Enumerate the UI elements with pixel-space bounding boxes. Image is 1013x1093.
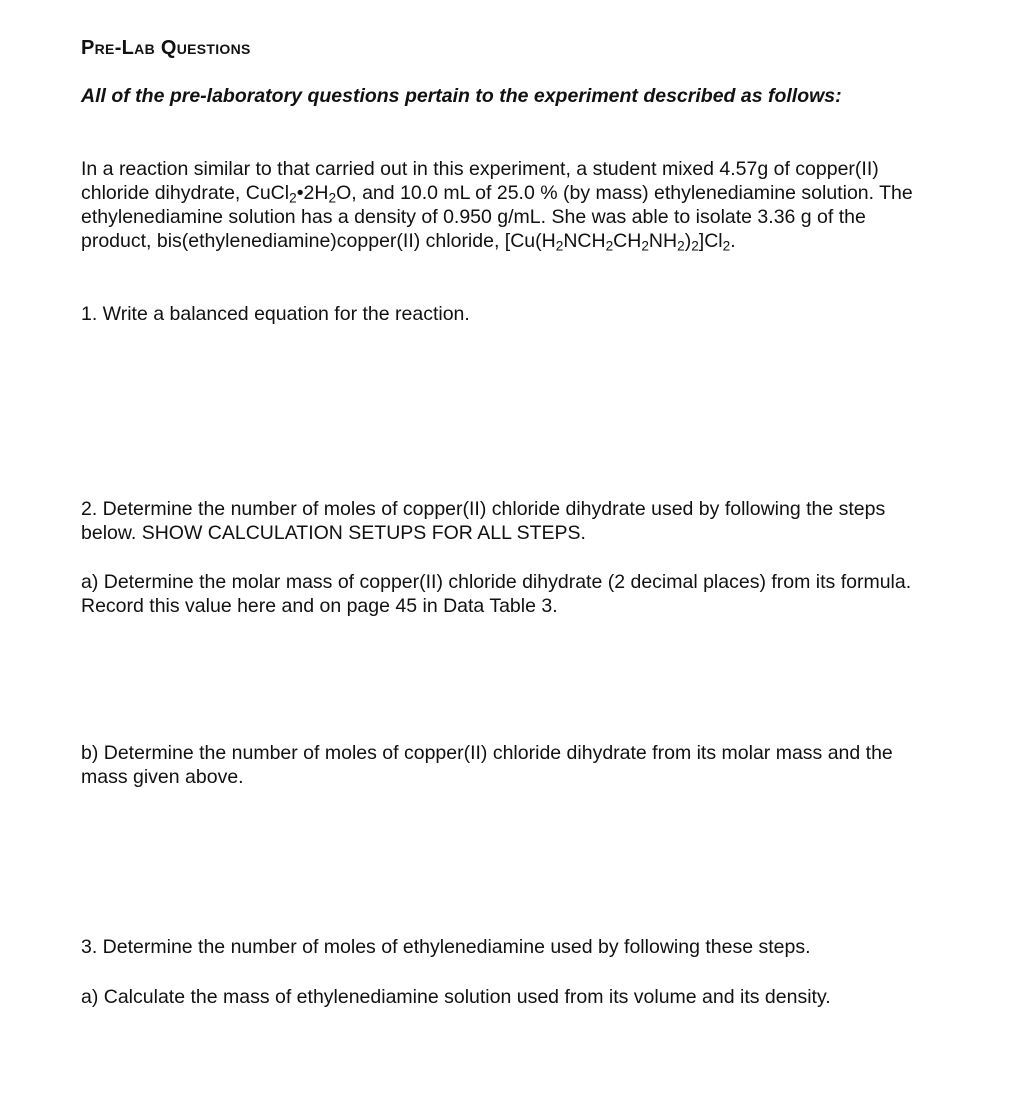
intro-text: ) — [684, 230, 692, 252]
subscript: 2 — [722, 238, 731, 254]
intro-text: CH — [613, 230, 642, 252]
subscript: 2 — [677, 238, 685, 254]
question-3: 3. Determine the number of moles of ethylenediamine used by following these steps. — [81, 936, 811, 958]
intro-text: O, and 10.0 mL of 25.0 % (by mass) ethylenediamine solution. The ethylenediamine solution has a density of 0.950 g/mL. She was able to isolate 3.36 g of the product, bis(ethylenediamine)copper(II) chloride, [Cu(H — [81, 182, 913, 252]
subscript: 2 — [605, 238, 614, 254]
question-2: 2. Determine the number of moles of copper(II) chloride dihydrate used by following the steps below. SHOW CALCULATION SETUPS FOR ALL STEPS. — [81, 498, 886, 544]
question-2b: b) Determine the number of moles of copper(II) chloride dihydrate from its molar mass and the mass given above. — [81, 742, 893, 788]
intro-text: NH — [648, 230, 678, 252]
intro-text: In a reaction similar to that carried out in this experiment, a student mixed 4.57g of copper(II) chloride dihydrate, CuCl — [81, 158, 879, 204]
subscript: 2 — [641, 238, 649, 254]
subscript: 2 — [555, 238, 564, 254]
subscript: 2 — [691, 238, 699, 254]
intro-text: •2H — [296, 182, 329, 204]
experiment-description — [81, 157, 931, 253]
subscript: 2 — [289, 190, 297, 206]
intro-text: NCH — [563, 230, 606, 252]
intro-text: . — [730, 230, 736, 252]
subscript: 2 — [328, 190, 337, 206]
intro-text: ]Cl — [698, 230, 723, 252]
page-title: Pre-Lab Questions — [81, 37, 251, 59]
question-3a: a) Calculate the mass of ethylenediamine solution used from its volume and its density. — [81, 986, 831, 1008]
question-1: 1. Write a balanced equation for the reaction. — [81, 303, 470, 325]
question-2a: a) Determine the molar mass of copper(II) chloride dihydrate (2 decimal places) from its formula. Record this value here and on page 45 in Data Table 3. — [81, 571, 912, 617]
instructions-subheading: All of the pre-laboratory questions pertain to the experiment described as follows: — [81, 85, 842, 107]
